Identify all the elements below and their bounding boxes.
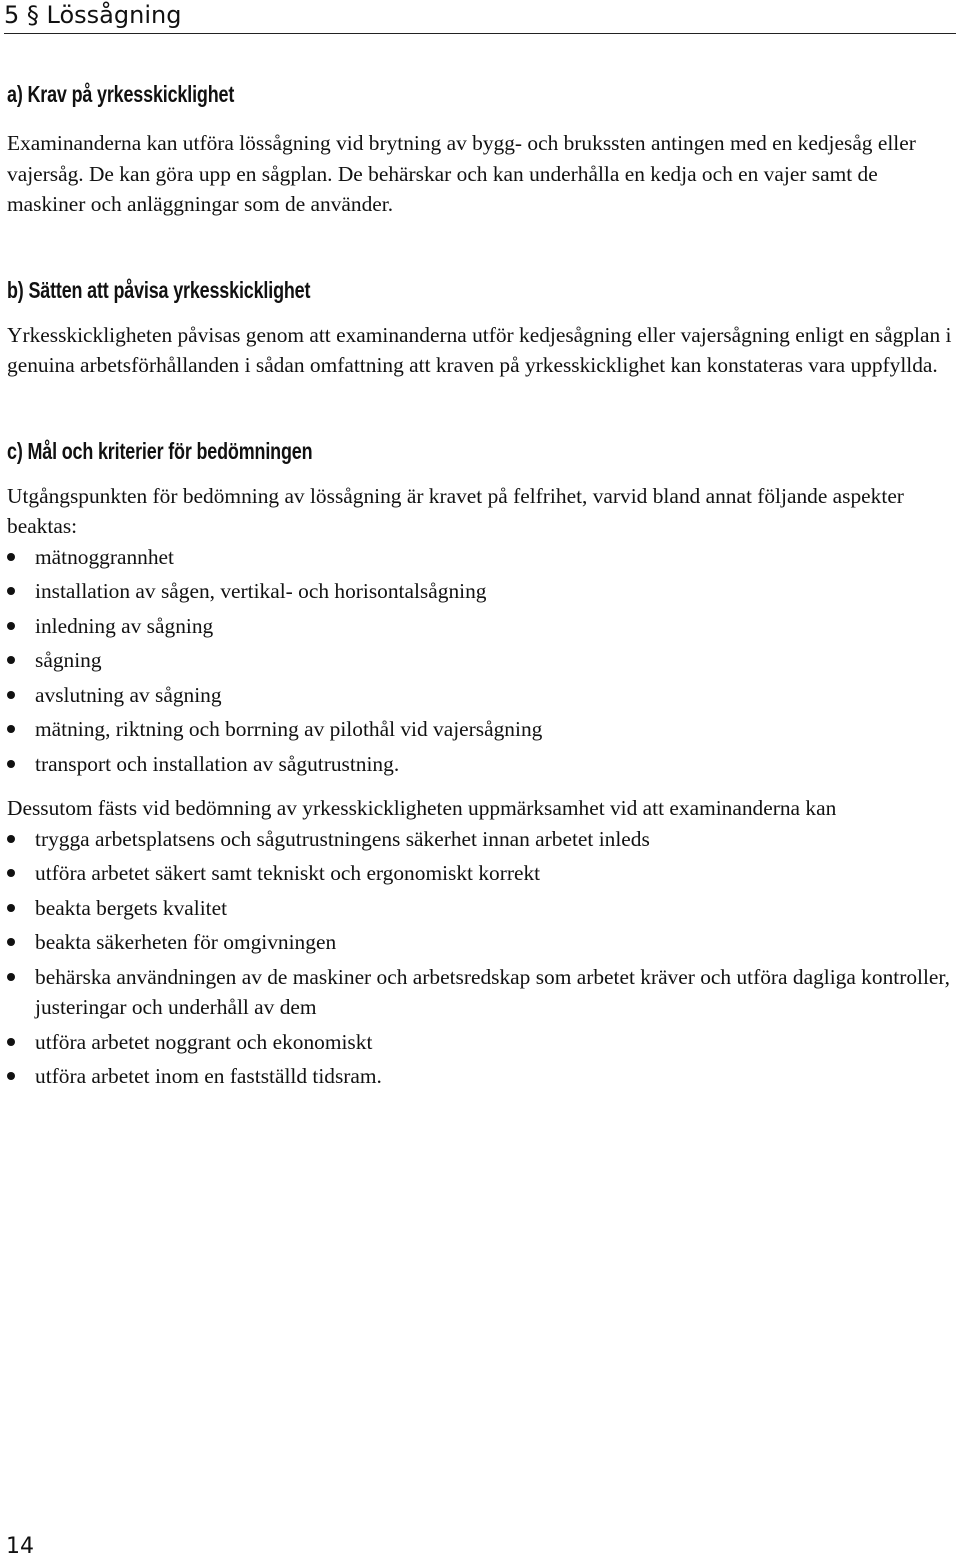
bullet-icon — [7, 656, 15, 664]
list-item — [7, 749, 953, 780]
list-item — [7, 824, 953, 855]
bullet-icon — [7, 904, 15, 912]
list-item-text: avslutning av sågning — [35, 682, 222, 707]
bullet-icon — [7, 1038, 15, 1046]
section-a-heading: a) Krav på yrkesskicklighet — [7, 81, 235, 107]
list-item-text: transport och installation av sågutrustning. — [35, 751, 400, 776]
bullet-icon — [7, 835, 15, 843]
bullet-icon — [7, 587, 15, 595]
list-item-text: behärska användningen av de maskiner och arbetsredskap som arbetet kräver och utföra dagliga kontroller, justeringar och underhåll av dem — [35, 964, 951, 1019]
list-item — [7, 927, 953, 958]
bullet-icon — [7, 938, 15, 946]
list-item-text: inledning av sågning — [35, 613, 214, 638]
list-item — [7, 1061, 953, 1092]
bullet-icon — [7, 691, 15, 699]
document-body — [7, 72, 953, 1096]
bullet-icon — [7, 553, 15, 561]
page-number: 14 — [6, 1534, 34, 1559]
section-c — [7, 435, 953, 1092]
list-item — [7, 680, 953, 711]
list-item-text: utföra arbetet inom en fastställd tidsram. — [35, 1064, 382, 1088]
bullet-icon — [7, 869, 15, 877]
section-b-paragraph: Yrkesskickligheten påvisas genom att examinanderna utför kedjesågning eller vajersågning enligt en sågplan i genuina arbetsförhållanden i sådan omfattning att kraven på yrkesskicklighet kan konstateras vara uppfyllda. — [7, 322, 952, 377]
section-c-intro: Utgångspunkten för bedömning av lössågning är kravet på felfrihet, varvid bland annat följande aspekter beaktas: — [7, 483, 904, 538]
list-item-text: beakta bergets kvalitet — [35, 895, 228, 920]
bullet-icon — [7, 725, 15, 733]
list-item-text: sågning — [35, 648, 102, 672]
list-item-text: installation av sågen, vertikal- och horisontalsågning — [35, 579, 487, 603]
section-a-paragraph: Examinanderna kan utföra lössågning vid brytning av bygg- och brukssten antingen med en kedjesåg eller vajersåg. De kan göra upp en sågplan. De behärskar och kan underhålla en kedja och en vajer samt de maskiner och anläggningar som de använder. — [7, 131, 916, 216]
bullet-icon — [7, 760, 15, 768]
page-header — [4, 0, 956, 34]
bullet-icon — [7, 1072, 15, 1080]
list-item — [7, 645, 953, 676]
list-item-text: mätning, riktning och borrning av pilothål vid vajersågning — [35, 717, 543, 741]
section-c-additional: Dessutom fästs vid bedömning av yrkesskickligheten uppmärksamhet vid att examinanderna kan — [7, 796, 837, 820]
page-title: 5 § Lössågning — [4, 1, 182, 29]
list-item-text: utföra arbetet noggrant och ekonomiskt — [35, 1029, 373, 1054]
bullet-icon — [7, 622, 15, 630]
list-item — [7, 893, 953, 924]
section-a — [7, 78, 953, 220]
abilities-list — [7, 824, 953, 1092]
list-item — [7, 611, 953, 642]
list-item — [7, 714, 953, 745]
section-c-heading: c) Mål och kriterier för bedömningen — [7, 437, 313, 464]
list-item — [7, 858, 953, 889]
bullet-icon — [7, 973, 15, 981]
section-b-heading: b) Sätten att påvisa yrkesskicklighet — [7, 276, 311, 303]
aspects-list — [7, 542, 953, 780]
list-item — [7, 1027, 953, 1058]
list-item-text: trygga arbetsplatsens och sågutrustningens säkerhet innan arbetet inleds — [35, 826, 650, 851]
section-b — [7, 274, 953, 381]
list-item — [7, 962, 953, 1023]
list-item-text: beakta säkerheten för omgivningen — [35, 930, 337, 954]
list-item-text: utföra arbetet säkert samt tekniskt och ergonomiskt korrekt — [35, 861, 541, 885]
list-item — [7, 576, 953, 607]
list-item-text: mätnoggrannhet — [35, 544, 174, 569]
list-item — [7, 542, 953, 573]
